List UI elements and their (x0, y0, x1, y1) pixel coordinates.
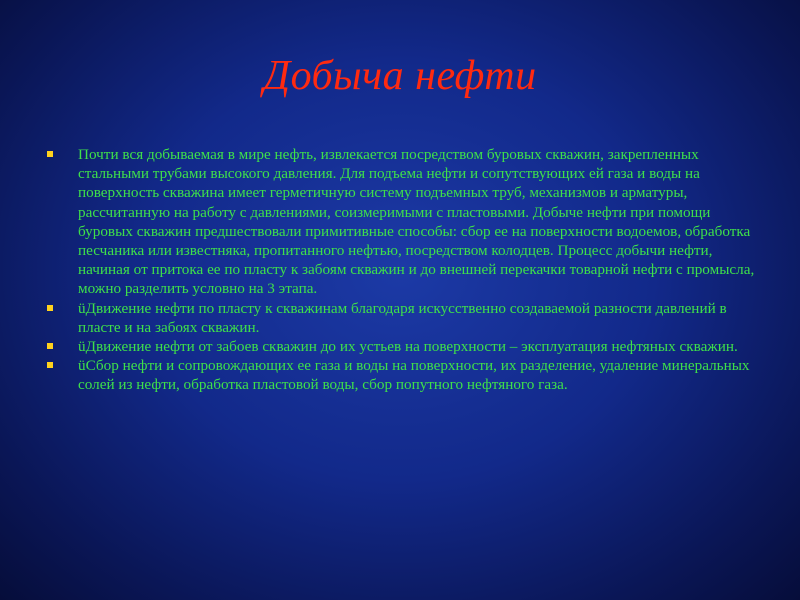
list-item (46, 299, 766, 337)
square-bullet-icon (47, 305, 53, 311)
list-item (46, 145, 766, 299)
list-item-text: Почти вся добываемая в мире нефть, извлекается посредством буровых скважин, закрепленных стальными трубами высокого давления. Для подъема нефти и сопутствующих ей газа и воды на поверхность скважина имеет герметичную систему подъемных труб, механизмов и арматуры, рассчитанную на работу с давлениями, соизмеримыми с пластовыми. Добыче нефти при помощи буровых скважин предшествовали примитивные способы: сбор ее на поверхности водоемов, обработка песчаника или известняка, пропитанного нефтью, посредством колодцев. Процесс добычи нефти, начиная от притока ее по пласту к забоям скважин и до внешней перекачки товарной нефти с промысла, можно разделить условно на 3 этапа. (78, 146, 755, 298)
square-bullet-icon (47, 362, 53, 368)
list-item (46, 356, 766, 394)
list-item-text: üДвижение нефти по пласту к скважинам благодаря искусственно создаваемой разности давлений в пласте и на забоях скважин. (78, 299, 727, 336)
square-bullet-icon (47, 343, 53, 349)
list-item (46, 337, 766, 356)
square-bullet-icon (47, 151, 53, 157)
slide-title: Добыча нефти (263, 53, 537, 99)
bullet-list (46, 145, 766, 395)
list-item-text: üДвижение нефти от забоев скважин до их устьев на поверхности – эксплуатация нефтяных скважин. (78, 338, 738, 356)
list-item-text: üСбор нефти и сопровождающих ее газа и воды на поверхности, их разделение, удаление минеральных солей из нефти, обработка пластовой воды, сбор попутного нефтяного газа. (78, 357, 750, 394)
